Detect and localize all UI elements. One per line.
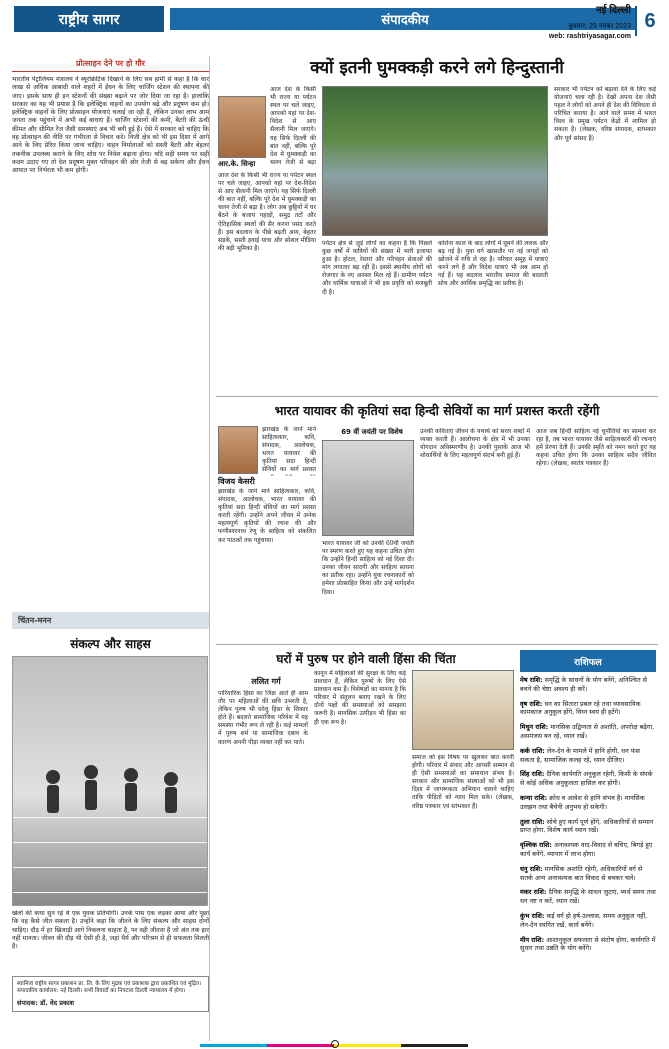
page-number: 6 — [635, 6, 663, 36]
page-footer — [0, 1039, 669, 1049]
edition-city: नई दिल्ली — [595, 5, 631, 16]
author-photo — [218, 96, 266, 158]
newspaper-brand: राष्ट्रीय सागर — [14, 6, 164, 32]
second-article-col1: झारखंड के जाने माने साहित्यकार, कवि, संपादक, आलोचक, भारत यायावर की कृतियां सदा हिन्दी सेवियों का मार्ग प्रशस्त करती रहेंगी। उन्होंने अपने जीवन में अनेक महत्वपूर्ण कृतियों की रचना की और फणीश्वरनाथ रेणु के साहित्य को संकलित कर पाठकों तक पहुंचाया। — [218, 488, 316, 544]
third-article-headline: घरों में पुरुष पर होने वाली हिंसा की चिंता — [276, 652, 456, 666]
main-article-author: आर.के. सिन्हा — [218, 160, 256, 168]
registration-mark-icon — [331, 1040, 339, 1048]
rashifal-item: कुंभ राशि: कई वर्ग हो हर्ष-उल्लास, समय अनुकूल नहीं, लेन-देन स्थगित रखें, कार्य बनेंगे। — [520, 911, 648, 929]
masthead — [0, 0, 669, 44]
rashifal-title: राशिफल — [520, 650, 656, 672]
rashifal-list — [520, 676, 656, 1036]
rashifal-item: मिथुन राशि: मानसिक उद्विग्नता से अशांति, अपरोक्ष बढ़ेगा, असमंजस बन रहे, ध्यान रखें। — [520, 723, 655, 740]
third-article-col1: पारिवारिक हिंसा का जिक्र आते ही आम तौर पर महिलाओं की छवि उभरती है, लेकिन पुरुष भी घरेलू हिंसा के शिकार होते हैं। बदलते सामाजिक परिवेश में यह समस्या गंभीर रूप ले रही है। कई मामलों में पुरुष शर्म या सामाजिक दबाव के कारण अपनी पीड़ा व्यक्त नहीं कर पाते। — [218, 690, 308, 746]
rashifal-item: कर्क राशि: लेन-देन के मामले में हानि होगी, धन फंस सकता है, सामाजिक कलह रहे, ध्यान दीजिए। — [520, 746, 640, 764]
main-article-col2: पर्यटन क्षेत्र से जुड़े लोगों का कहना है कि पिछले कुछ वर्षों में यात्रियों की संख्या में भारी इजाफा हुआ है। होटल, रेस्तरां और परिवहन सेवाओं की मांग लगातार बढ़ रही है। इससे स्थानीय लोगों को रोजगार के नए अवसर मिल रहे हैं। ग्रामीण पर्यटन और धार्मिक यात्राओं ने भी इस प्रवृत्ति को मजबूती दी है। — [322, 240, 432, 296]
main-article-col1: आज देश के किसी भी राज्य या पर्यटन स्थल पर चले जाइए, आपको यहां पर देश-विदेश से आए सैलानी मिल जाएंगे। यह सिर्फ दिल्ली की बात नहीं, बल्कि पूरे देश में घुमक्कड़ी का चलन तेजी से बढ़ा है। लोग अब छुट्टियों में घर बैठने के बजाय पहाड़ों, समुद्र तटों और ऐतिहासिक स्थलों की सैर करना पसंद करते हैं। इस बदलाव के पीछे बढ़ती आय, बेहतर सड़कें, सस्ती हवाई यात्रा और सोशल मीडिया की बड़ी भूमिका है। — [218, 172, 316, 252]
second-article-col3: उनकी कविताएं जीवन के यथार्थ को सरल शब्दों में व्यक्त करती हैं। आलोचना के क्षेत्र में भी उनका योगदान अविस्मरणीय है। उनकी पुस्तकें आज भी शोधार्थियों के लिए महत्वपूर्ण संदर्भ बनी हुई हैं। — [420, 428, 530, 460]
rashifal-item: वृष राशि: धन का सितारा प्रबल रहे तथा व्यावसायिक कामकाज अनुकूल होंगे, विघ्न स्वयं ही हटेंगे। — [520, 699, 641, 717]
imprint-box — [12, 976, 209, 1012]
edition-date: बुधवार, 29 नवंबर 2023 — [568, 23, 631, 30]
runners-photo — [12, 656, 208, 906]
imprint-editor: संपादक: डॉ. वेद प्रकाश — [17, 999, 75, 1008]
second-article-col1-top: झारखंड के जाने माने साहित्यकार, कवि, संपादक, आलोचक, भारत यायावर की कृतियां सदा हिन्दी सेवियों का मार्ग प्रशस्त — [262, 426, 316, 474]
chintan-manan-label: चिंतन-मनन — [12, 612, 209, 629]
main-article-col3: कोरोना काल के बाद लोगों में घूमने की ललक और बढ़ गई है। युवा वर्ग खासतौर पर नई जगहों को खोजने में रुचि ले रहा है। परिवार समूह में यात्राएं करने लगे हैं और विदेश यात्राएं भी अब आम हो गई हैं। यह बदलाव भारतीय समाज की बदलती सोच और आर्थिक समृद्धि का प्रतीक है। — [438, 240, 548, 288]
third-article-author: ललित गर्ग — [251, 677, 281, 686]
rashifal-item: सिंह राशि: दैनिक कार्यगति अनुकूल रहेगी, किसी के संपर्क से कोई अधिक अनुकूलता हासिल कर होगी। — [520, 770, 653, 788]
editorial-heading: प्रोत्साहन देने पर हो गौर — [12, 58, 209, 72]
rashifal-item: धनु राशि: मानसिक अशांति रहेगी, अधिकारियों वर्ग से सतर्क अन्य अनावश्यक बात विवाद से बचकर चलें। — [520, 864, 643, 882]
second-author-photo — [218, 426, 258, 474]
section-title: संपादकीय — [170, 8, 640, 30]
second-article-col4: आज जब हिन्दी साहित्य नई चुनौतियों का सामना कर रहा है, तब भारत यायावर जैसे साहित्यकारों की रचनाएं हमें प्रेरणा देती हैं। उनकी स्मृति को नमन करते हुए यह कहना उचित होगा कि उनका साहित्य सदैव जीवित रहेगा। (लेखक, स्वतंत्र पत्रकार हैं) — [536, 428, 656, 468]
rashifal-item: मीन राशि: आशानुकूल सफलता से संतोष होगा, कार्यगति में सुधार तथा उन्नति के योग बनेंगे। — [520, 935, 656, 953]
right-area — [216, 56, 658, 1041]
editorial-text: भारतीय पेट्रोलियम मंत्रालय ने ब्यूरोक्रेटिक दिखाने के लिए सब हामी से कहा है कि चार लाख से अधिक आबादी वाले शहरों में ईंधन के लिए चार्जिंग स्टेशन की स्थापना की जाए। इसके साथ ही इन स्टेशनों की संख्या बढ़ाने पर जोर दिया जा रहा है। हालांकि सरकार का यह भी प्रयास है कि इलेक्ट्रिक वाहनों का उपयोग बढ़े और प्रदूषण कम हो। इलेक्ट्रिक वाहनों के लिए प्रोत्साहन योजनाएं चलाई जा रही हैं, लेकिन उनका लाभ आम जनता तक पहुंचाने में अभी कई बाधाएं हैं। चार्जिंग स्टेशनों की कमी, बैटरी की ऊंची कीमत और सीमित रेंज जैसी समस्याएं अब भी बनी हुई हैं। ऐसे में सरकार को चाहिए कि वह प्रोत्साहन की नीति पर गंभीरता से विचार करे। निजी क्षेत्र को भी इस दिशा में आगे आने के लिए प्रेरित किया जाना चाहिए। वाहन निर्माताओं को सस्ती बैटरी और बेहतर तकनीक उपलब्ध कराने के लिए शोध पर निवेश बढ़ाना होगा। यदि सही समय पर सही कदम उठाए गए तो देश प्रदूषण मुक्त परिवहन की ओर तेजी से बढ़ सकेगा और ईंधन आयात पर निर्भरता भी कम होगी। — [12, 76, 209, 175]
imprint-text: स्वामित्व राष्ट्रीय सागर प्रकाशन प्रा. लि. के लिए मुद्रक एवं प्रकाशक द्वारा प्रकाशित एवं मुद्रित। संपादकीय कार्यालय: नई दिल्ली। सभी विवादों का निपटारा दिल्ली न्यायालय में होगा। — [17, 981, 202, 995]
chintan-manan-text: खेलों की कथा सुन रहे थे एक युवक प्रतियोगी। उनके पास एक लड़का आया और पूछा कि वह कैसे जीत सकता है। उन्होंने कहा कि जीतने के लिए संकल्प और साहस दोनों चाहिए। दौड़ में हर खिलाड़ी आगे निकलना चाहता है, पर वही जीतता है जो अंत तक हार नहीं मानता। जीवन की दौड़ भी ऐसी ही है, जहां धैर्य और परिश्रम से ही सफलता मिलती है। — [12, 910, 209, 951]
main-article-col4: सरकार भी पर्यटन को बढ़ावा देने के लिए कई योजनाएं चला रही है। देखो अपना देश जैसी पहल ने लोगों को अपने ही देश की विविधता से परिचित कराया है। आने वाले समय में भारत विश्व के प्रमुख पर्यटन केंद्रों में शामिल हो सकता है। (लेखक, वरिष्ठ संपादक, स्तंभकार और पूर्व सांसद हैं) — [554, 86, 656, 142]
rashifal-item: कन्या राशि: क्रोध व आवेश से हानि संभव है। मानसिक उलझन तथा बैचेनी अनुभव हो सकेगी। — [520, 793, 645, 811]
third-article-col3: समाज को इस विषय पर खुलकर बात करनी होगी। परिवार में संवाद और आपसी सम्मान से ही ऐसी समस्याओं का समाधान संभव है। सरकार और सामाजिक संस्थाओं को भी इस दिशा में जागरूकता अभियान चलाने चाहिए ताकि पीड़ितों को न्याय मिल सके। (लेखक, वरिष्ठ पत्रकार एवं स्तंभकार हैं) — [412, 754, 514, 810]
rashifal-item: मकर राशि: दैनिक समृद्धि के साधन जुटाएं, व्यर्थ समय तथा धन नष्ट न करें, ध्यान रखें। — [520, 888, 656, 906]
chintan-manan-title: संकल्प और साहस — [70, 637, 151, 651]
second-article-author: विजय केसरी — [218, 477, 255, 486]
left-column — [12, 56, 210, 1041]
rashifal-item: वृश्चिक राशि: अनावश्यक वाद-विवाद से बचिए, बिगड़े हुए कार्य बनेंगे, व्यापार में लाभ होगा। — [520, 841, 653, 858]
second-article-headline: भारत यायावर की कृतियां सदा हिन्दी सेवियों का मार्ग प्रशस्त करती रहेंगी — [274, 403, 600, 418]
main-article-col1-top: आज देश के किसी भी राज्य या पर्यटन स्थल पर चले जाइए, आपको यहां पर देश-विदेश से आए सैलानी मिल जाएंगे। यह सिर्फ दिल्ली की बात नहीं, बल्कि पूरे देश में घुमक्कड़ी का चलन तेजी से बढ़ा — [270, 86, 316, 166]
rashifal-item: मेष राशि: समृद्धि के साधनों के योग बनेंगे, अनिश्चित से बचने की चेष्टा अवश्य ही करें। — [520, 676, 647, 693]
group-photo — [322, 86, 548, 236]
bharat-yayavar-photo — [322, 440, 414, 536]
man-with-book-photo — [412, 670, 514, 750]
rashifal-item: तुला राशि: सोचे हुए कार्य पूर्ण होंगे, अधिकारियों से सम्मान प्राप्त होगा, विशेष कार्य ध्यान रखें। — [520, 817, 654, 835]
second-photo-caption: 69 वीं जयंती पर विशेष — [341, 428, 403, 436]
website-link[interactable]: web: rashtriyasagar.com — [548, 33, 631, 40]
third-article-col2: कानून में महिलाओं की सुरक्षा के लिए कई प्रावधान हैं, लेकिन पुरुषों के लिए ऐसे प्रावधान कम हैं। विशेषज्ञों का मानना है कि परिवार में संतुलन बनाए रखने के लिए दोनों पक्षों की समस्याओं को समझना जरूरी है। मानसिक उत्पीड़न भी हिंसा का ही एक रूप है। — [314, 670, 406, 726]
main-article-headline: क्यों इतनी घुमक्कड़ी करने लगे हिन्दुस्तानी — [310, 58, 564, 78]
second-article-col2: भारत यायावर जी को उनकी 69वीं जयंती पर स्मरण करते हुए यह कहना उचित होगा कि उन्होंने हिन्दी साहित्य को नई दिशा दी। उनका जीवन सादगी और साहित्य साधना का प्रतीक रहा। उन्होंने युवा रचनाकारों को हमेशा प्रोत्साहित किया और उन्हें मार्गदर्शन दिया। — [322, 540, 414, 596]
